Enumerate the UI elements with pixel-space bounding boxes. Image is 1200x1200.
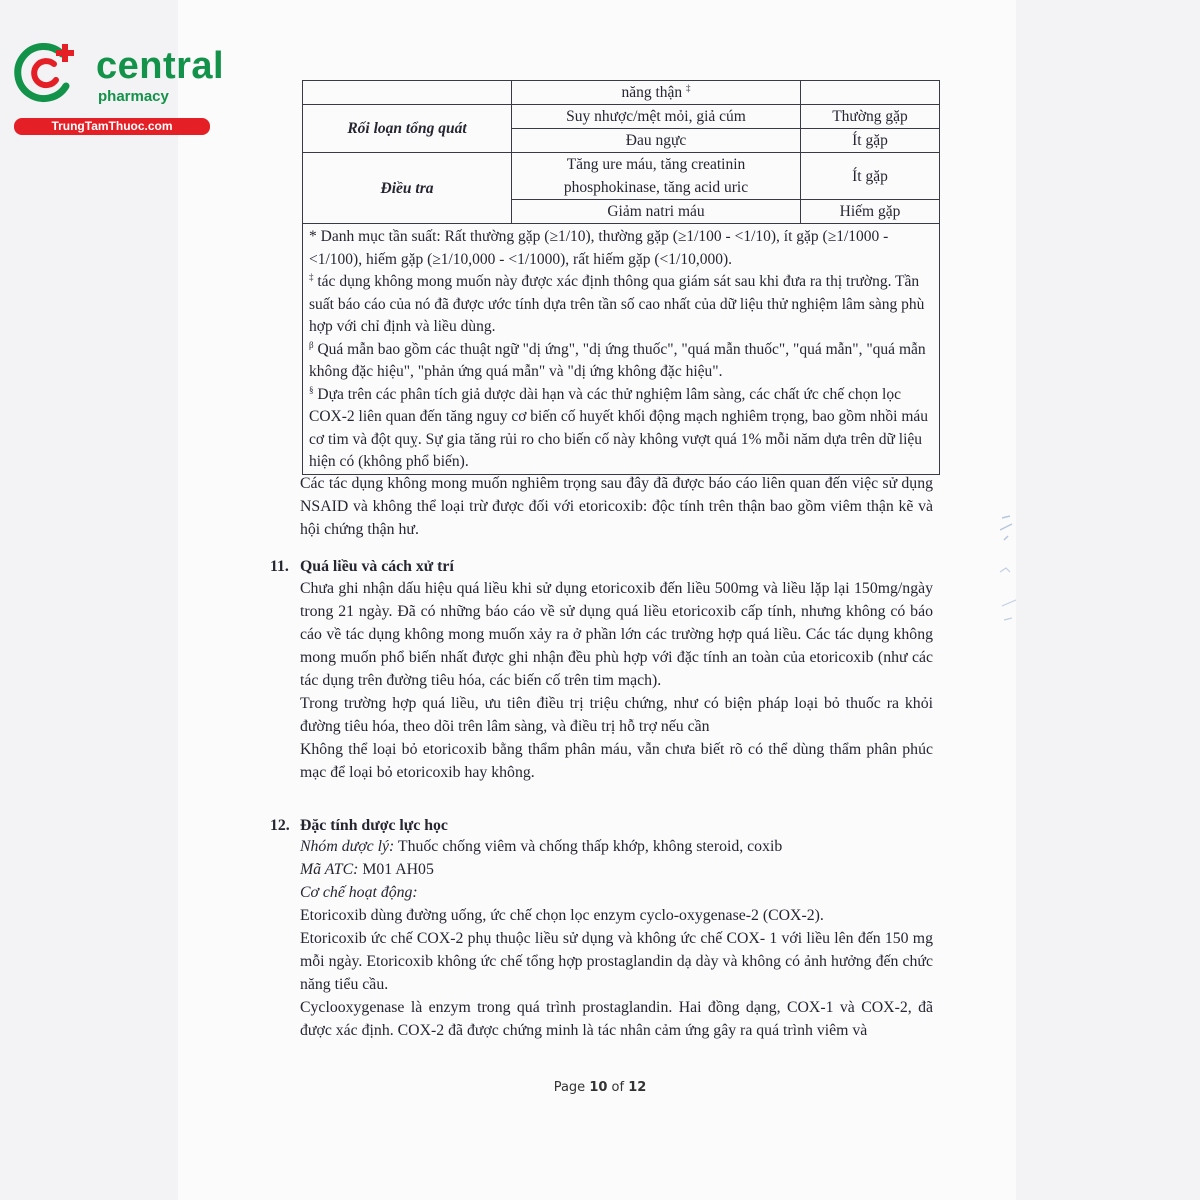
section-11-body: Chưa ghi nhận dấu hiệu quá liều khi sử dụng etoricoxib đến liều 500mg và liều lặp lại 150mg/ngày trong 21 ngày. Đã có những báo cáo về sử dụng quá liều etoricoxib cấp tính, nhưng không có báo cáo về tác dụng không mong muốn xảy ra ở phần lớn các trường hợp quá liều. Các tác dụng không mong muốn phổ biến nhất được ghi nhận đều phù hợp với đặc tính an toàn của etoricoxib (như các tác dụng trên đường tiêu hóa, các biến cố trên tim mạch). Trong trường hợp quá liều, ưu tiên điều trị triệu chứng, như có biện pháp loại bỏ thuốc ra khỏi đường tiêu hóa, theo dõi trên lâm sàng, và điều trị hỗ trợ nếu cần Không thể loại bỏ etoricoxib bằng thẩm phân máu, vẫn chưa biết rõ có thể dùng thẩm phân phúc mạc để loại bỏ etoricoxib hay không.: [300, 580, 933, 781]
page-current: 10: [589, 1080, 608, 1095]
note-postmarketing: ‡ tác dụng không mong muốn này được xác định thông qua giám sát sau khi đưa ra thị trường. Tần suất báo cáo của nó đã được ước tính dựa trên tần số cao nhất của dữ liệu thử nghiệm lâm sàng phù hợp với chỉ định và liều dùng.: [309, 272, 925, 335]
page-footer: Page 10 of 12: [553, 1080, 647, 1095]
note-hypersensitivity: $^\beta$ Quá mẫn bao gồm các thuật ngữ "dị ứng", "dị ứng thuốc", "quá mẫn thuốc", "quá mẫn", "quá mẫn không đặc hiệu", "phản ứng quá mẫn" và "dị ứng không đặc hiệu".: [309, 339, 926, 380]
table-row: [303, 224, 940, 475]
category-cell: Rối loạn tổng quát: [303, 105, 512, 153]
brand-url: TrungTamThuoc.com: [14, 118, 210, 135]
adverse-effects-table: [302, 80, 940, 475]
table-cell: Suy nhược/mệt mỏi, giả cúm: [512, 105, 801, 129]
table-cell: Ít gặp: [801, 153, 940, 200]
table-row: [303, 81, 940, 105]
section-11-number: 11.: [270, 558, 289, 575]
table-cell: năng thận ‡: [512, 81, 801, 105]
table-cell: Tăng ure máu, tăng creatinin phosphokinase, tăng acid uric: [512, 153, 801, 200]
table-row: [303, 105, 940, 129]
table-cell: Ít gặp: [801, 129, 940, 153]
table-cell: Đau ngực: [512, 129, 801, 153]
note-cox2-risk: § Dựa trên các phân tích giả dược dài hạn và các thử nghiệm lâm sàng, các chất ức chế chọn lọc COX-2 liên quan đến tăng nguy cơ biến cố huyết khối động mạch nghiêm trọng, bao gồm nhồi máu cơ tim và đột quỵ. Sự gia tăng rủi ro cho biến cố này không vượt quá 1% mỗi năm dựa trên dữ liệu hiện có (không phổ biến).: [309, 384, 929, 470]
table-cell: Thường gặp: [801, 105, 940, 129]
note-frequency: * Danh mục tần suất: Rất thường gặp (≥1/10), thường gặp (≥1/100 - <1/10), ít gặp (≥1/1000 - <1/100), hiếm gặp (≥1/10,000 - <1/1000), rất hiếm gặp (<1/10,000).: [309, 228, 889, 268]
after-table-paragraph: Các tác dụng không mong muốn nghiêm trọng sau đây đã được báo cáo liên quan đến việc sử dụng NSAID và không thể loại trừ được đối với etoricoxib: độc tính trên thận bao gồm viêm thận kẽ và hội chứng thận hư.: [300, 475, 933, 538]
table-notes: [303, 224, 940, 475]
table-cell: Hiếm gặp: [801, 200, 940, 224]
section-11-title: Quá liều và cách xử trí: [300, 558, 454, 575]
table-row: [303, 153, 940, 200]
central-pharmacy-logo-icon: [10, 36, 82, 108]
category-cell: Điều tra: [303, 153, 512, 224]
brand-logo: [10, 36, 225, 136]
table-cell: [303, 81, 512, 105]
brand-name: central: [96, 45, 225, 87]
table-cell: Giảm natri máu: [512, 200, 801, 224]
section-12-title: Đặc tính dược lực học: [300, 817, 448, 834]
page-total: 12: [628, 1080, 647, 1095]
table-cell: [801, 81, 940, 105]
section-12-number: 12.: [270, 817, 290, 834]
stamp-mark-icon: [996, 510, 1020, 640]
section-12-body: Nhóm dược lý: Thuốc chống viêm và chống thấp khớp, không steroid, coxib Mã ATC: M01 AH05 Cơ chế hoạt động: Etoricoxib dùng đường uống, ức chế chọn lọc enzym cyclo-oxygenase-2 (COX-2). Etoricoxib ức chế COX-2 phụ thuộc liều sử dụng và không ức chế COX- 1 với liều lên đến 150 mg mỗi ngày. Etoricoxib không ức chế tổng hợp prostaglandin dạ dày và không có ảnh hưởng đến chức năng tiểu cầu. Cyclooxygenase là enzym trong quá trình prostaglandin. Hai đồng dạng, COX-1 và COX-2, đã được xác định. COX-2 đã được chứng minh là tác nhân cảm ứng gây ra quá trình viêm và: [300, 838, 933, 1039]
brand-sub: pharmacy: [98, 88, 169, 105]
